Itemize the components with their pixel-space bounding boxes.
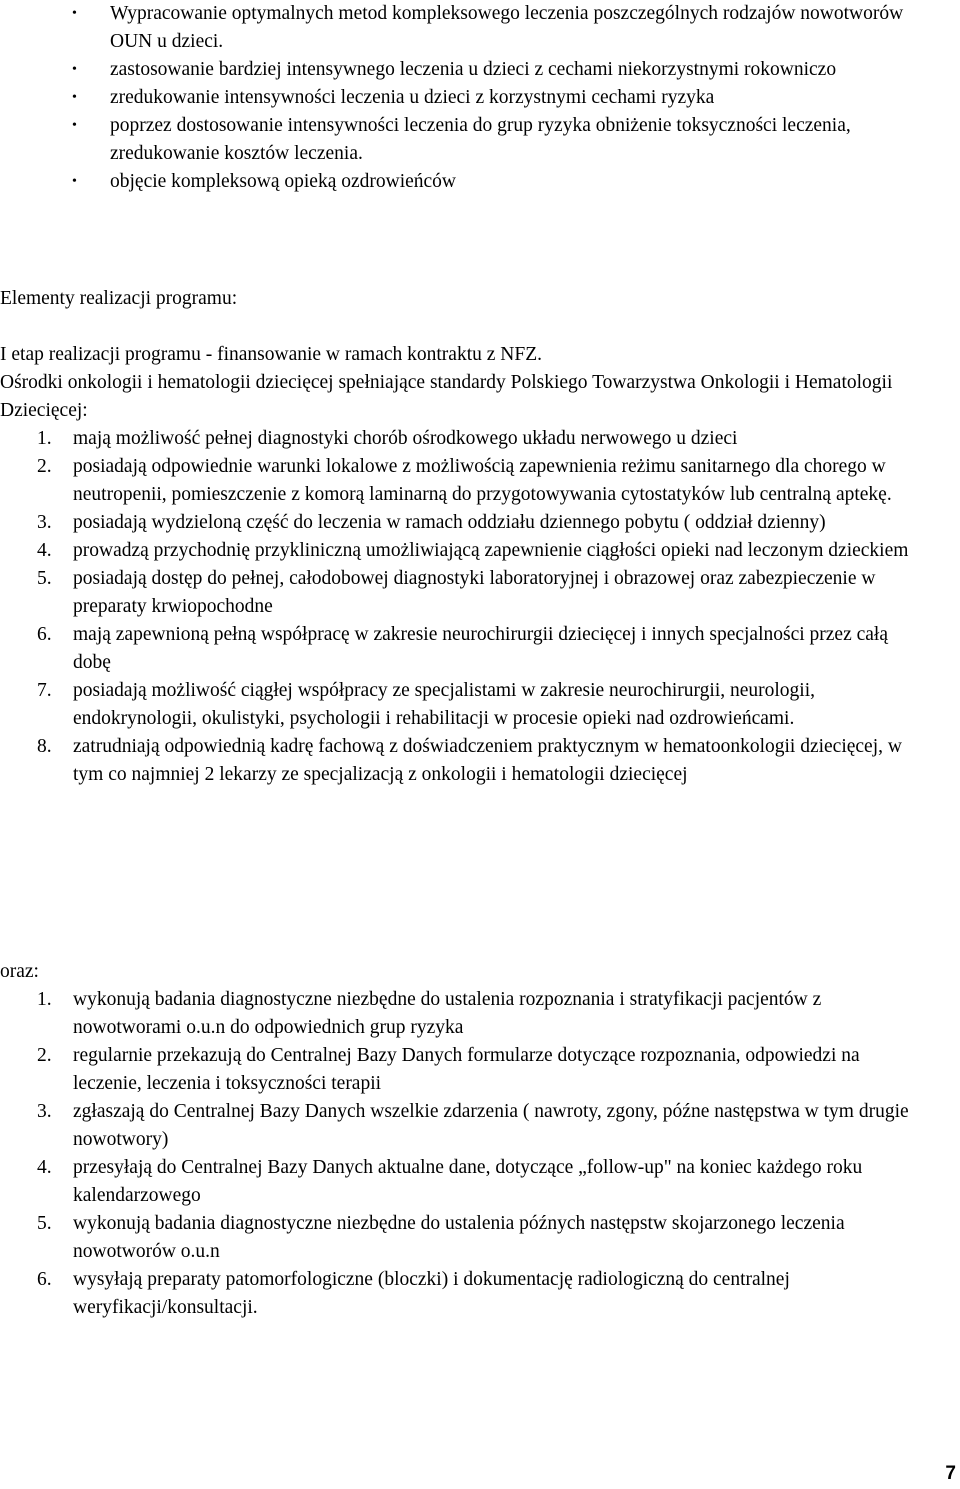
centers-intro: Ośrodki onkologii i hematologii dziecięcej spełniające standardy Polskiego Towarzystwa Onkologii i Hematologii Dziecięcej:: [0, 372, 893, 421]
obligation-item: 4. przesyłają do Centralnej Bazy Danych aktualne dane, dotyczące „follow-up" na koniec każdego roku kalendarzowego: [37, 1157, 863, 1206]
obligation-item: 5. wykonują badania diagnostyczne niezbędne do ustalenia późnych następstw skojarzonego leczenia nowotworów o.u.n: [37, 1213, 845, 1262]
obligation-item: 2. regularnie przekazują do Centralnej Bazy Danych formularze dotyczące rozpoznania, odpowiedzi na leczenie, leczenia i toksyczności terapii: [37, 1045, 860, 1094]
requirement-item: 2. posiadają odpowiednie warunki lokalowe z możliwością zapewnienia reżimu sanitarnego dla chorego w neutropenii, pomieszczenie z komorą laminarną do przygotowywania cytostatyków lub centralną aptekę.: [37, 456, 892, 505]
goal-item: • zredukowanie intensywności leczenia u dzieci z korzystnymi cechami ryzyka: [72, 84, 942, 112]
goals-bullet-list: [72, 0, 942, 196]
requirements-list: [0, 425, 930, 789]
obligation-item: 3. zgłaszają do Centralnej Bazy Danych wszelkie zdarzenia ( nawroty, zgony, późne następstwa w tym drugie nowotwory): [37, 1101, 909, 1150]
obligations-list: [0, 986, 930, 1322]
goal-item: • Wypracowanie optymalnych metod kompleksowego leczenia poszczególnych rodzajów nowotworów OUN u dzieci.: [72, 0, 942, 56]
requirement-item: 3. posiadają wydzieloną część do leczenia w ramach oddziału dziennego pobytu ( oddział dzienny): [37, 512, 826, 533]
requirement-item: 8. zatrudniają odpowiednią kadrę fachową z doświadczeniem praktycznym w hematoonkologii dziecięcej, w tym co najmniej 2 lekarzy ze specjalizacją z onkologii i hematologii dziecięcej: [37, 736, 902, 785]
obligation-item: 6. wysyłają preparaty patomorfologiczne (bloczki) i dokumentację radiologiczną do centralnej weryfikacji/konsultacji.: [37, 1269, 790, 1318]
goal-item: • objęcie kompleksową opieką ozdrowieńców: [72, 168, 942, 196]
oraz-label: oraz:: [0, 961, 39, 982]
requirement-item: 7. posiadają możliwość ciągłej współpracy ze specjalistami w zakresie neurochirurgii, neurologii, endokrynologii, okulistyki, psychologii i rehabilitacji w procesie opieki nad ozdrowieńcami.: [37, 680, 816, 729]
obligation-item: 1. wykonują badania diagnostyczne niezbędne do ustalenia rozpoznania i stratyfikacji pacjentów z nowotworami o.u.n do odpowiednich grup ryzyka: [37, 989, 822, 1038]
section-heading: Elementy realizacji programu:: [0, 288, 238, 309]
requirement-item: 6. mają zapewnioną pełną współpracę w zakresie neurochirurgii dziecięcej i innych specjalności przez całą dobę: [37, 624, 889, 673]
goal-item: • zastosowanie bardziej intensywnego leczenia u dzieci z cechami niekorzystnymi rokowniczo: [72, 56, 942, 84]
requirement-item: 4. prowadzą przychodnię przykliniczną umożliwiającą zapewnienie ciągłości opieki nad leczonym dzieckiem: [37, 540, 909, 561]
page-number: 7: [945, 1463, 956, 1484]
stage-line: I etap realizacji programu - finansowanie w ramach kontraktu z NFZ.: [0, 344, 542, 365]
requirement-item: 1. mają możliwość pełnej diagnostyki chorób ośrodkowego układu nerwowego u dzieci: [37, 428, 738, 449]
requirement-item: 5. posiadają dostęp do pełnej, całodobowej diagnostyki laboratoryjnej i obrazowej oraz zabezpieczenie w preparaty krwiopochodne: [37, 568, 876, 617]
goal-item: • poprzez dostosowanie intensywności leczenia do grup ryzyka obniżenie toksyczności leczenia, zredukowanie kosztów leczenia.: [72, 112, 942, 168]
